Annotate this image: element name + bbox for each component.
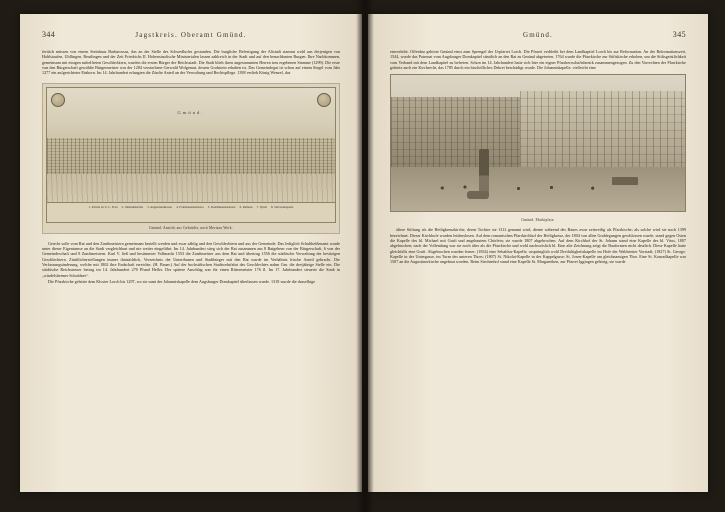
paragraph: fertiich müssen von einem Steinhaus Barbarossas, das an der Stelle des Schwedhofes gestanden. Die burgliche Befestigung der Altstadt stammt wohl aus derjenigen von Hohlstaufen, Ubllingen, Reutlingen und der Zeit Friedrichs II. Hohenstaufische Ministerialen lassen zahlreich in der Stadt und auf den benachbarten Burgen. Ihre Nachkommen, gemeinsam mit einigen mittelfreien Geschlechtern, wurden die ersten Bürger der Reichsstadt. Die Stadt blieb ihren angestammten Herren treu ergebenen Stamme (1299). Die erste von den Bürgerschaft gewählte Bürgermeister war der 1284 verstorbene Gerwald Wolgemut, dessen Grabstein erhalten ist. Das Gemeindegut ist schon auf einem Siegel vom Jahr 1277 ein aufgerichteter Einhorn. Im 14. Jahrhundert erlangten die Zünfte Anteil an der Verwaltung und Rechtspflege. 1398 verlieh König Wenzel, das — [42, 49, 340, 76]
page-left — [20, 14, 362, 492]
legend-item: 2. Johanniskirche — [121, 204, 144, 209]
legend-item: 8. Salvatorkapelle — [271, 204, 294, 209]
figure-gmuend-view — [42, 83, 340, 234]
paragraph: Gericht solle vom Rat und den Zunftmeistern gemeinsam bestellt werden und zwar zählig und den Geschlechtern und aus der Gemeinde. Das lediglich Schultheißenamt wurde unter dieser Eigentumse an die Stadt vergleichbart und nie weiter eingeführt. Im 14. Jahrhundert stieg sich der Rat zusammen aus 8 Ratgebern von der Bürgerschaft, 6 von der Gemeindeschaft und 8 Zunftmeistern. Karl V. ließ und bestimmter Vollmacht 1553 die Zunftmeister aus dem Rat und übertrug 1556 die städtische Verwaltung der besitzigen Geschlechtern. Zünftlicherstellungen immer thatsächlich, Verzeichnis der Unterthanen und Stadtbürger mit den Rat wurde im Verhältnis frische Anteil gebracht. Die Verfassungsänderung, welche mit 1802 ihre Endschaft erreichte. (H. Bauer.) Auf der hochstiftschen Stadtwehrfahrt des Geschlechtes nahm Gm. die dreijährige Stelle ein. Die städtische Reichssteuer betrug im 14. Jahrhundert 270 Pfund Heller. Der spätere Anschlag war für einen Rittermeister 176 fl. Im 17. Jahrhundert steuerte die Stadt in „windelsheimer Schuldner“. — [42, 240, 340, 278]
plate-legend — [47, 202, 335, 222]
plate-foreground — [47, 174, 335, 202]
page-left-column-lower — [42, 241, 340, 285]
page-right-column-lower — [390, 227, 686, 264]
photograph-caption: Gmünd. Marktplatz. — [521, 218, 555, 223]
folio-right: 345 — [672, 30, 686, 39]
page-left-column — [42, 49, 340, 76]
legend-item: 4. Franziskanerkloster — [176, 204, 204, 209]
running-head-right: Gmünd. — [523, 31, 553, 39]
page-left-header — [42, 30, 340, 40]
folio-left: 344 — [42, 30, 56, 39]
legend-item: 3. Augustinerkloster — [147, 204, 173, 209]
page-right-column — [390, 49, 686, 70]
paragraph: ältere Stiftung als die Heiligkreuzkirche, deren Tochter sie 1312 genannt wird, diente während des Baues zwar zeitweilig als Pfarrkirche; als solche wird sie noch 1399 bezeichnet. Dieser Kirchhofe wurden leidenslosen. Auf dem romanischen Pfarrkirchhof der Heiligkreuz, der 1804 von allen Grablegungen geschlossen wurde, stand gegen Osten die Kapelle des hl. Michael mit Gruft und angebautem Chörlein; sie wurde 1807 abgebrochen. Auf dem Kirchhof der St. Johann stand eine Kapelle des hl. Vitus, 1807 abgebrochen; nach der Vollendung war sie noch älter als die Pfarrkirche und wohl nachweislich hl. Eine alte Zeichnung zeigt die Bauformen nicht deutlich. Diese Kapelle hatte gleichfalls eine Gruft. Abgebrochen wurden ferner: (1834) eine Sebaldus-Kapelle, ursprünglich wohl Dreifaltigkeitskapelle im Hofe der Waldstetter Vorstadt; (1827) St. Georgs-Kapelle in der Untergasse, im Turm des unteren Thors; (1807) St. Nikolai-Kapelle in der Kappelgasse; St. Josen-Kapelle am gleichnamigen Thor. Eine St. Konradkapelle war 1507 an die Augustinerkirche angebaut worden. Beim Siechenhof stand eine Kapelle St. Margarethen, zur Pfarrei Iggingen gehörig; sie wurde — [390, 227, 686, 265]
legend-item: 7. Spital — [256, 204, 267, 209]
paragraph: einverleibt. Offenbar gehörte Gmünd einst zum Sprengel der Urpfarrei Lorch. Die Pfarrei verbleibt bei dem Landkapitel Lorch bis zur Reformation. An der Reformationszeit, 1544, wurde das Patronat vom Augsburger Domkapitel sämtlich an den Rat zu Gmünd abgetreten. 1764 wurde die Pfarrkirche zur Stiftskirche erhoben, um die Stiftsgeistlichkeit vom Verband mit dem Landkapitel zu befreien. Schon im 14. Jahrhundert hatte sich hier ein eigner Pfarrherrschaftsbezirk zusammengezogen. Zu den Vorrechten der Pfarrkirche gehörte auch ein Kirchrecht, das 1785 durch ein bischöfliches Dekret beschädigt wurde. Die Johanniskapelle, vielleicht eine — [390, 49, 686, 71]
paragraph: Die Pfarrkirche gehörte dem Kloster Lorch bis 1297, wo sie samt der Johanniskapelle dem Augsburger Domkapitel überlassen wurde. 1318 wurde die dasselbige — [48, 279, 316, 285]
plate-corner-ornament-right — [317, 93, 331, 107]
photo-fountain-basin — [467, 191, 489, 199]
photo-pedestrians — [432, 181, 638, 191]
plate-title: Gmünd. — [177, 109, 205, 115]
photo-buildings-right — [520, 91, 685, 171]
legend-item: 6. Rathaus — [239, 204, 253, 209]
page-right — [368, 14, 708, 492]
legend-item: 1. Kirche zu U. L. Frau — [88, 204, 118, 209]
plate-corner-ornament-left — [51, 93, 65, 107]
legend-item: 5. Dominikanerkloster — [207, 204, 236, 209]
figure-caption: Gmünd. Ansicht aus Gebrüder, nach Merians Werk. — [149, 225, 233, 230]
page-right-header — [390, 30, 686, 40]
photo-buildings-left — [391, 97, 526, 171]
photograph-marketplace — [390, 74, 686, 212]
engraving-plate — [46, 87, 336, 223]
running-head-left: Jagstkreis. Oberamt Gmünd. — [135, 31, 247, 39]
